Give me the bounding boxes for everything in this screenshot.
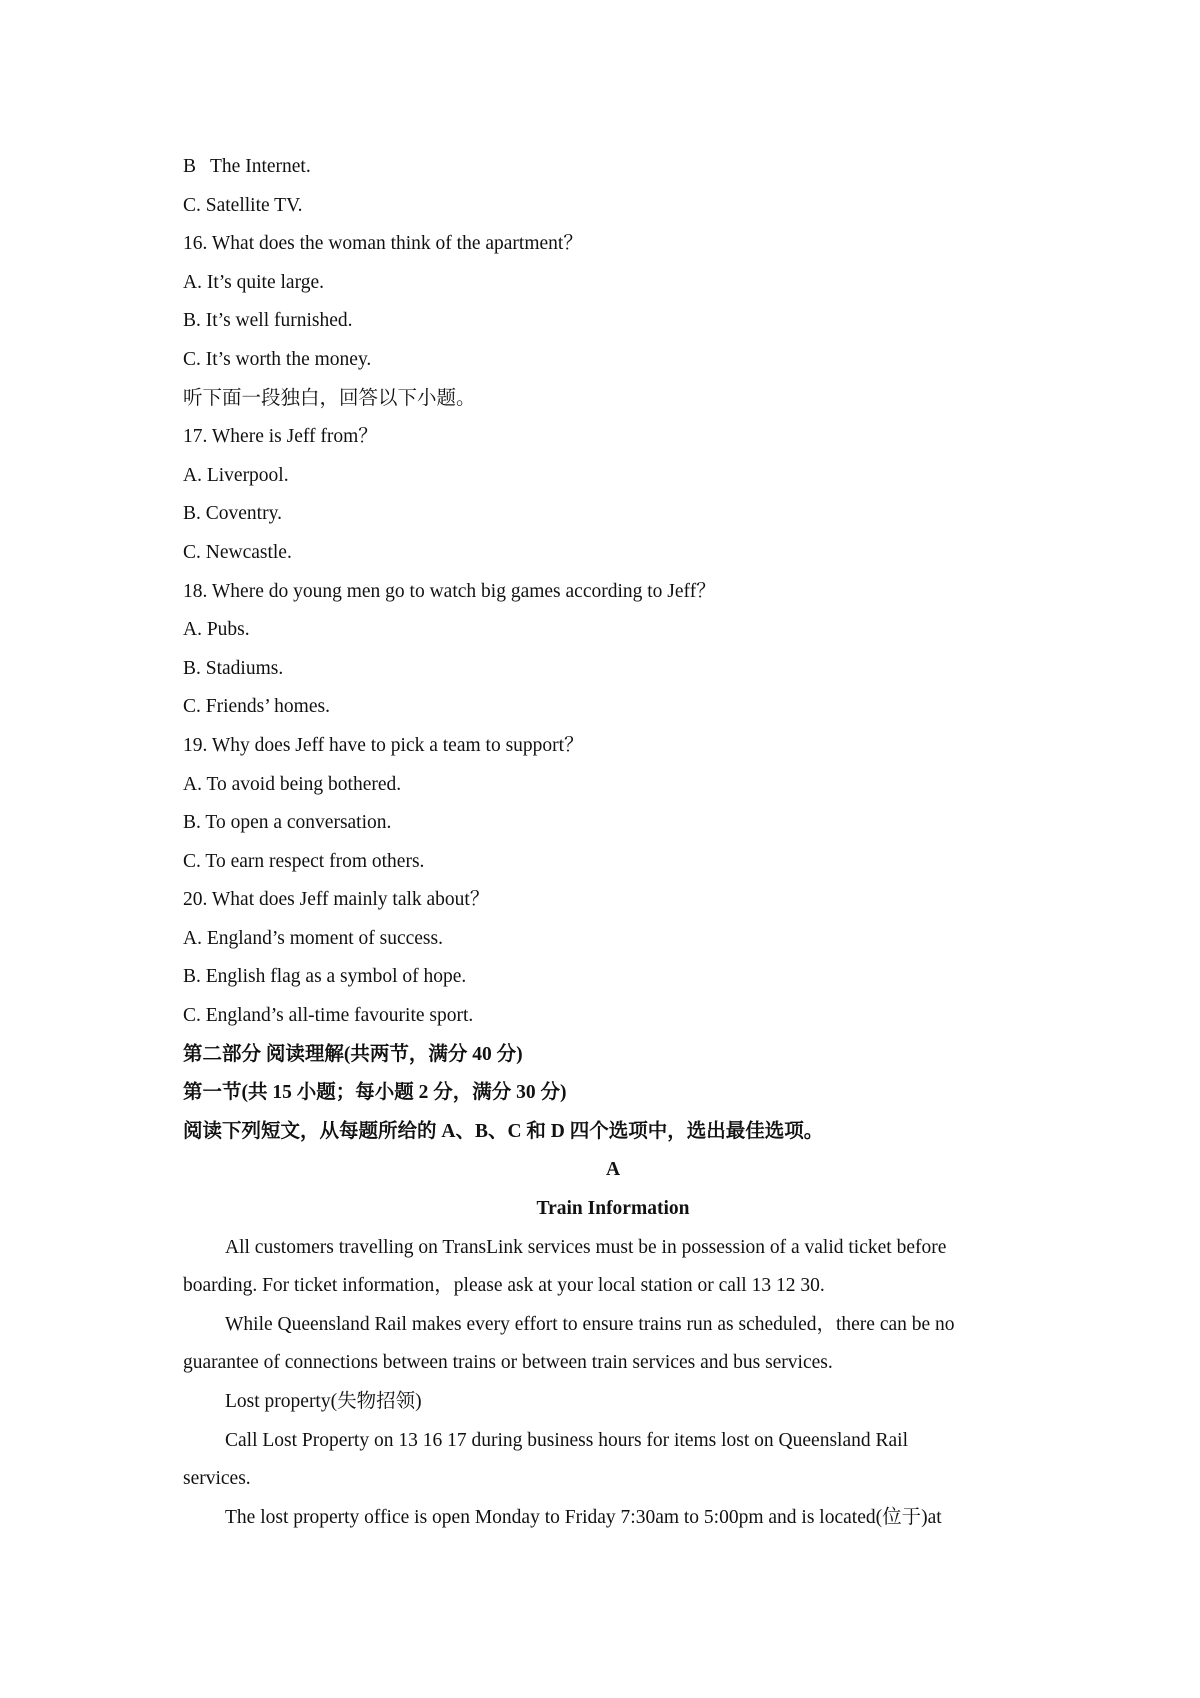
q17-option-c: C. Newcastle. xyxy=(183,541,292,563)
q19-option-c: C. To earn respect from others. xyxy=(183,850,425,872)
q20-option-b: B. English flag as a symbol of hope. xyxy=(183,966,467,988)
document-page xyxy=(183,148,1043,1537)
q18-option-a: A. Pubs. xyxy=(183,619,250,641)
part-two-title: 第二部分 阅读理解(共两节，满分 40 分) xyxy=(183,1043,523,1065)
q15-option-c: C. Satellite TV. xyxy=(183,194,303,216)
section-one-title: 第一节(共 15 小题；每小题 2 分，满分 30 分) xyxy=(183,1082,567,1104)
passage-line: boarding. For ticket information，please ask at your local station or call 13 12 30. xyxy=(183,1275,825,1297)
q19-option-b: B. To open a conversation. xyxy=(183,812,392,834)
q20-option-c: C. England’s all-time favourite sport. xyxy=(183,1005,474,1027)
passage-line: services. xyxy=(183,1468,251,1490)
q16-option-c: C. It’s worth the money. xyxy=(183,348,372,370)
q18-option-b: B. Stadiums. xyxy=(183,657,284,679)
passage-subheading: Lost property(失物招领) xyxy=(225,1391,422,1412)
question-20: 20. What does Jeff mainly talk about？ xyxy=(183,889,490,911)
q16-option-a: A. It’s quite large. xyxy=(183,271,324,293)
q20-option-a: A. England’s moment of success. xyxy=(183,927,443,949)
q17-option-a: A. Liverpool. xyxy=(183,464,289,486)
question-17: 17. Where is Jeff from？ xyxy=(183,426,378,448)
option-text: The Internet. xyxy=(210,156,311,177)
reading-instruction: 阅读下列短文，从每题所给的 A、B、C 和 D 四个选项中，选出最佳选项。 xyxy=(183,1120,824,1142)
q16-option-b: B. It’s well furnished. xyxy=(183,310,353,332)
monologue-instruction: 听下面一段独白，回答以下小题。 xyxy=(183,387,476,409)
option-letter: B xyxy=(183,156,197,177)
passage-line: guarantee of connections between trains or between train services and bus services. xyxy=(183,1352,833,1374)
question-19: 19. Why does Jeff have to pick a team to support？ xyxy=(183,734,584,756)
question-16: 16. What does the woman think of the apartment？ xyxy=(183,233,583,255)
q19-option-a: A. To avoid being bothered. xyxy=(183,773,402,795)
passage-letter: A xyxy=(605,1159,621,1181)
q17-option-b: B. Coventry. xyxy=(183,503,282,525)
q15-option-b xyxy=(183,148,1043,187)
passage-line: The lost property office is open Monday to Friday 7:30am to 5:00pm and is located(位于)at xyxy=(225,1506,942,1528)
passage-line: All customers travelling on TransLink services must be in possession of a valid ticket before xyxy=(225,1236,947,1258)
question-18: 18. Where do young men go to watch big games according to Jeff？ xyxy=(183,580,716,602)
passage-title: Train Information xyxy=(536,1198,690,1220)
q18-option-c: C. Friends’ homes. xyxy=(183,696,330,718)
passage-line: While Queensland Rail makes every effort to ensure trains run as scheduled，there can be no xyxy=(225,1313,955,1335)
passage-line: Call Lost Property on 13 16 17 during business hours for items lost on Queensland Rail xyxy=(225,1429,908,1451)
